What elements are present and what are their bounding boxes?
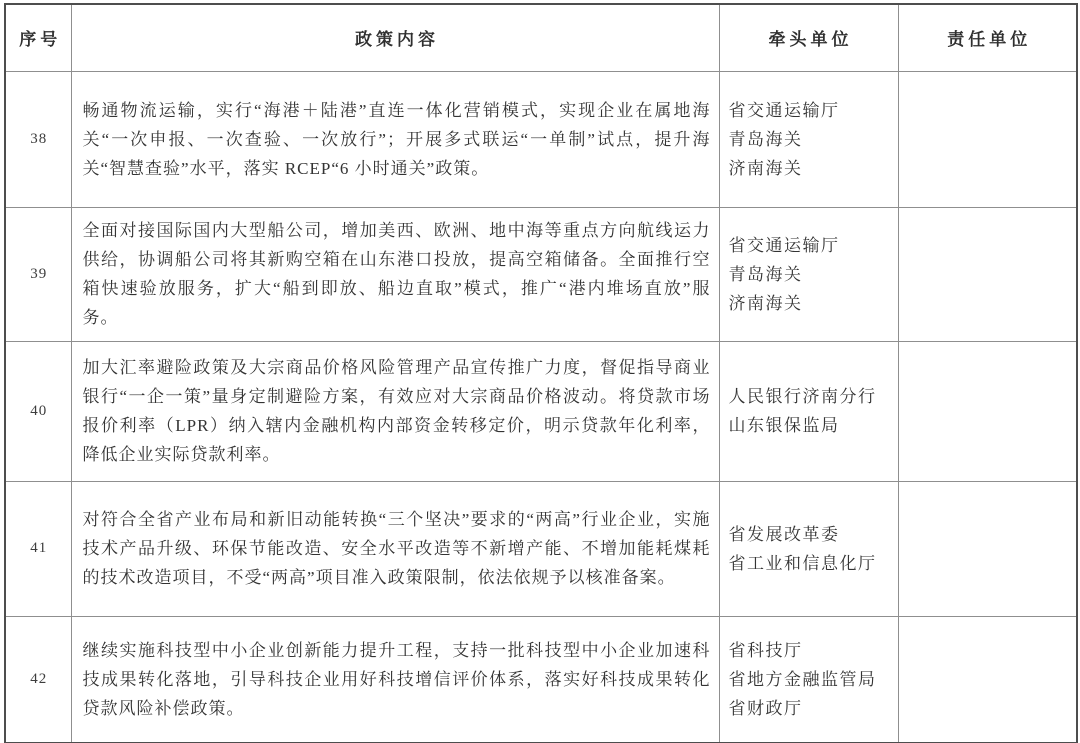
- policy-table: [4, 3, 1078, 743]
- lead-unit-name: 省工业和信息化厅: [728, 553, 877, 573]
- policy-content-text: 全面对接国际国内大型船公司，增加美西、欧洲、地中海等重点方向航线运力供给，协调船公司将其新购空箱在山东港口投放，提高空箱储备。全面推行空箱快速验放服务，扩大“船到即放、船边直取”模式，推广“港内堆场直放”服务。: [82, 221, 711, 327]
- responsible-unit-cell: [898, 207, 1077, 341]
- lead-unit-name: 青岛海关: [728, 264, 803, 284]
- lead-unit-name: 省交通运输厅: [728, 100, 840, 120]
- header-responsible-unit: 责任单位: [898, 4, 1077, 71]
- responsible-unit-cell: [898, 71, 1077, 207]
- lead-unit-name: 济南海关: [728, 158, 803, 178]
- responsible-unit-cell: [898, 616, 1077, 743]
- policy-content-text: 继续实施科技型中小企业创新能力提升工程，支持一批科技型中小企业加速科技成果转化落地，引导科技企业用好科技增信评价体系，落实好科技成果转化贷款风险补偿政策。: [82, 640, 711, 718]
- lead-unit-name: 人民银行济南分行: [728, 387, 877, 406]
- header-index: 序号: [5, 4, 71, 71]
- responsible-unit-cell: [898, 481, 1077, 616]
- lead-unit-name: 青岛海关: [728, 129, 803, 149]
- header-lead-unit: 牵头单位: [719, 4, 898, 71]
- lead-unit-name: 省交通运输厅: [728, 235, 840, 255]
- lead-unit-cell: [719, 616, 898, 743]
- lead-unit-name: 省发展改革委: [728, 524, 840, 544]
- lead-unit-name: 济南海关: [728, 293, 803, 313]
- row-index: 42: [5, 616, 71, 743]
- header-row: [5, 4, 1077, 71]
- policy-content-cell: [71, 341, 719, 481]
- policy-content-text: 畅通物流运输，实行“海港＋陆港”直连一体化营销模式，实现企业在属地海关“一次申报、一次查验、一次放行”；开展多式联运“一单制”试点，提升海关“智慧查验”水平，落实 RCEP“6 小时通关”政策。: [82, 100, 711, 178]
- lead-unit-cell: [719, 207, 898, 341]
- policy-content-cell: [71, 616, 719, 743]
- lead-unit-name: 省地方金融监管局: [728, 669, 877, 689]
- lead-unit-cell: [719, 341, 898, 481]
- lead-unit-cell: [719, 481, 898, 616]
- table-row: [5, 207, 1077, 341]
- policy-content-text: 加大汇率避险政策及大宗商品价格风险管理产品宣传推广力度，督促指导商业银行“一企一策”量身定制避险方案，有效应对大宗商品价格波动。将贷款市场报价利率（LPR）纳入辖内金融机构内部资金转移定价，明示贷款年化利率，降低企业实际贷款利率。: [82, 358, 711, 464]
- lead-unit-name: 省科技厅: [728, 640, 803, 660]
- row-index: 40: [5, 341, 71, 481]
- policy-content-text: 对符合全省产业布局和新旧动能转换“三个坚决”要求的“两高”行业企业，实施技术产品升级、环保节能改造、安全水平改造等不新增产能、不增加能耗煤耗的技术改造项目，不受“两高”项目准入政策限制，依法依规予以核准备案。: [82, 510, 711, 587]
- header-policy-content: 政策内容: [71, 4, 719, 71]
- policy-content-cell: [71, 71, 719, 207]
- lead-unit-name: 山东银保监局: [728, 416, 840, 435]
- row-index: 38: [5, 71, 71, 207]
- policy-content-cell: [71, 481, 719, 616]
- table-row: [5, 481, 1077, 616]
- row-index: 41: [5, 481, 71, 616]
- lead-unit-name: 省财政厅: [728, 698, 803, 718]
- table-row: [5, 71, 1077, 207]
- policy-content-cell: [71, 207, 719, 341]
- row-index: 39: [5, 207, 71, 341]
- lead-unit-cell: [719, 71, 898, 207]
- table-row: [5, 616, 1077, 743]
- table-row: [5, 341, 1077, 481]
- responsible-unit-cell: [898, 341, 1077, 481]
